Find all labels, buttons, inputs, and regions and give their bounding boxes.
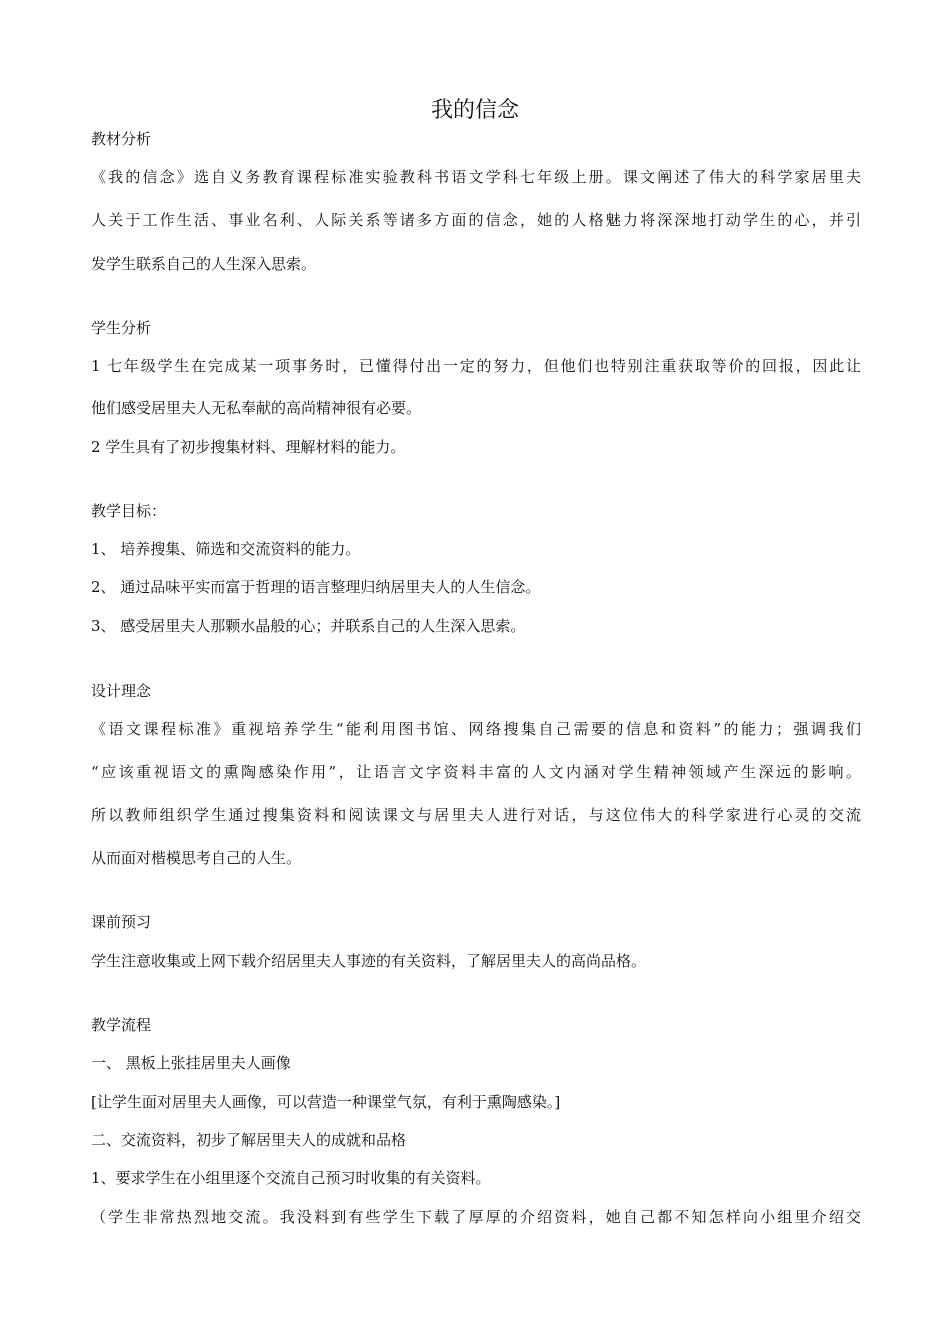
paragraph-line: 1、要求学生在小组里逐个交流自己预习时收集的有关资料。 — [91, 1169, 491, 1187]
list-item: 二、交流资料，初步了解居里夫人的成就和品格 — [91, 1131, 407, 1149]
heading-textbook-analysis: 教材分析 — [91, 130, 152, 148]
paragraph-line: 《我的信念》选自义务教育课程标准实验教科书语文学科七年级上册。课文阐述了伟大的科学家居里夫 — [91, 168, 861, 186]
heading-teaching-process: 教学流程 — [91, 1016, 152, 1034]
heading-design-concept: 设计理念 — [91, 682, 152, 700]
paragraph-line: “应该重视语文的熏陶感染作用”，让语言文字资料丰富的人文内涵对学生精神领域产生深远的影响。 — [91, 763, 861, 781]
list-item: 2、 通过品味平实而富于哲理的语言整理归纳居里夫人的人生信念。 — [91, 578, 541, 596]
heading-student-analysis: 学生分析 — [91, 319, 152, 337]
paragraph-line: 发学生联系自己的人生深入思索。 — [91, 255, 317, 273]
document-title: 我的信念 — [430, 98, 519, 123]
list-item: 一、 黑板上张挂居里夫人画像 — [91, 1054, 291, 1072]
heading-preview: 课前预习 — [91, 913, 152, 931]
list-item: 3、 感受居里夫人那颗水晶般的心；并联系自己的人生深入思索。 — [91, 617, 526, 635]
list-item: 1、 培养搜集、筛选和交流资料的能力。 — [91, 540, 361, 558]
paragraph-line: 《语文课程标准》重视培养学生“能利用图书馆、网络搜集自己需要的信息和资料”的能力；强调我们 — [91, 720, 861, 738]
paragraph-line: 1 七年级学生在完成某一项事务时，已懂得付出一定的努力，但他们也特别注重获取等价的回报，因此让 — [91, 357, 861, 375]
paragraph-line: 学生注意收集或上网下载介绍居里夫人事迹的有关资料，了解居里夫人的高尚品格。 — [91, 952, 647, 970]
paragraph-line: 2 学生具有了初步搜集材料、理解材料的能力。 — [91, 438, 406, 456]
paragraph-line: 从而面对楷模思考自己的人生。 — [91, 849, 302, 867]
paragraph-line: 他们感受居里夫人无私奉献的高尚精神很有必要。 — [91, 399, 422, 417]
paragraph-line: 人关于工作生活、事业名利、人际关系等诸多方面的信念，她的人格魅力将深深地打动学生的心，并引 — [91, 211, 861, 229]
paragraph-line: （学生非常热烈地交流。我没料到有些学生下载了厚厚的介绍资料，她自己都不知怎样向小组里介绍交 — [91, 1208, 861, 1226]
paragraph-line: [让学生面对居里夫人画像，可以营造一种课堂气氛，有利于熏陶感染。] — [91, 1093, 561, 1111]
paragraph-line: 所以教师组织学生通过搜集资料和阅读课文与居里夫人进行对话，与这位伟大的科学家进行心灵的交流 — [91, 806, 861, 824]
heading-teaching-goals: 教学目标： — [91, 502, 167, 520]
